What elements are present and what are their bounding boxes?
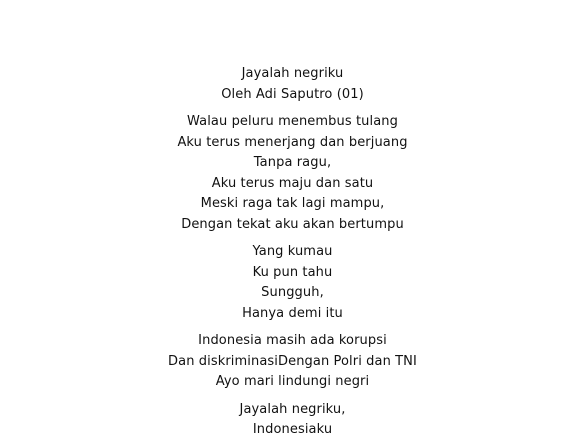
poem-line: Tanpa ragu, (253, 155, 332, 170)
poem-line: Indonesiaku (252, 422, 333, 437)
poem-line: Yang kumau (252, 244, 333, 259)
poem-line: Dengan tekat aku akan bertumpu (181, 216, 404, 232)
stanza-1 (0, 112, 585, 235)
poem-line: Walau peluru menembus tulang (187, 114, 398, 129)
poem-title: Jayalah negriku (241, 66, 344, 81)
poem (0, 64, 585, 448)
poem-line: Indonesia masih ada korupsi (198, 333, 387, 348)
poem-line: Aku terus menerjang dan berjuang (177, 134, 408, 150)
stanza-4 (0, 400, 585, 441)
poem-line: Jayalah negriku, (239, 401, 346, 417)
poem-line: Hanya demi itu (242, 305, 343, 321)
poem-line: Ayo mari lindungi negri (215, 374, 370, 389)
poem-line: Sungguh, (261, 285, 324, 300)
stanza-3 (0, 331, 585, 393)
stanza-2 (0, 242, 585, 324)
poem-author: Oleh Adi Saputro (01) (221, 86, 364, 102)
poem-line: Ku pun tahu (252, 264, 333, 280)
poem-line: Aku terus maju dan satu (211, 175, 374, 191)
poem-line: Dan diskriminasiDengan Polri dan TNI (168, 353, 417, 369)
poem-header (0, 64, 585, 105)
poem-line: Meski raga tak lagi mampu, (200, 196, 385, 211)
